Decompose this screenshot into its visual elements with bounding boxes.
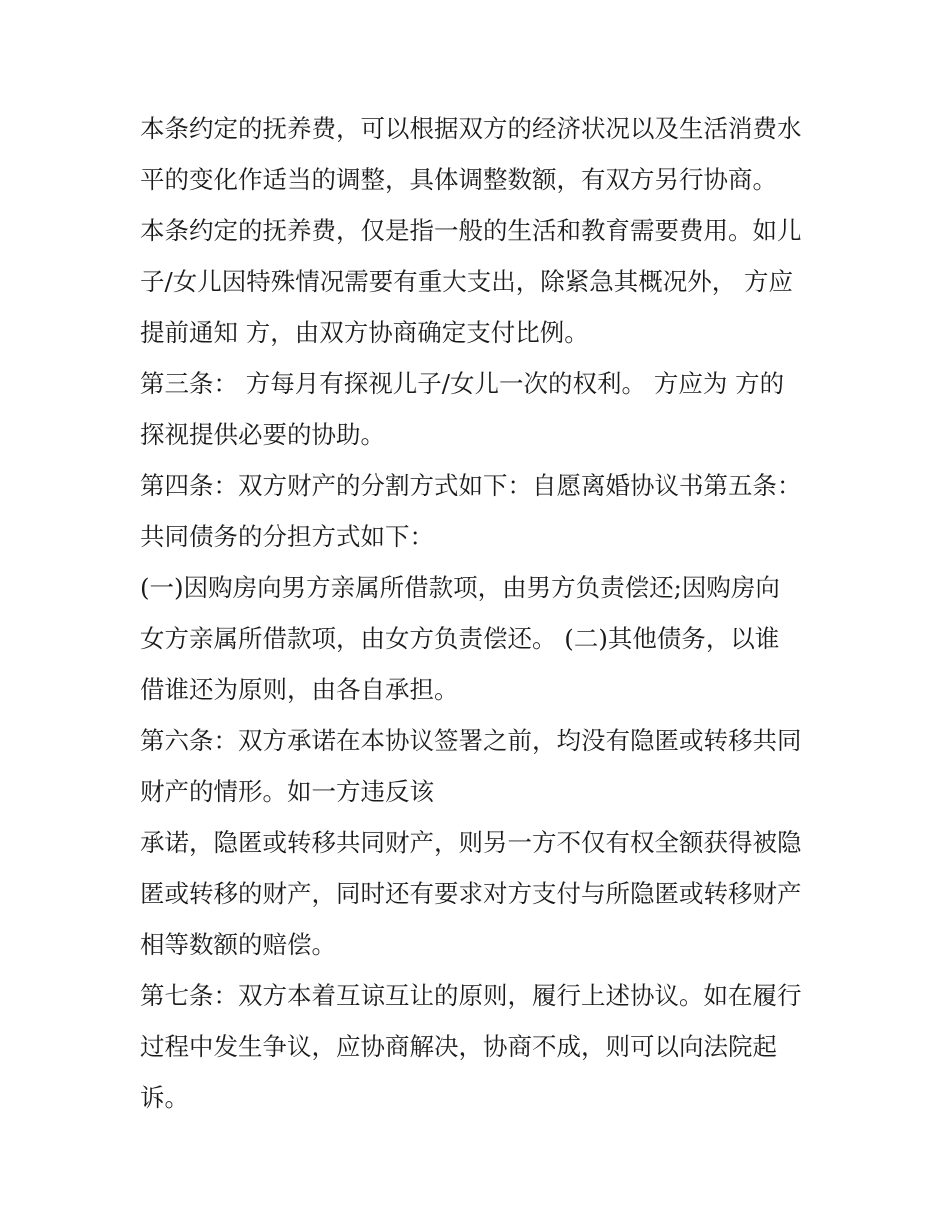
text-line-17: 相等数额的赔偿。 — [140, 930, 336, 959]
text-line-2: 平的变化作适当的调整，具体调整数额，有双方另行协商。 — [140, 165, 777, 194]
text-line-12: 借谁还为原则，由各自承担。 — [140, 675, 459, 704]
text-line-3: 本条约定的抚养费，仅是指一般的生活和教育需要费用。如儿 — [140, 216, 802, 245]
text-line-1: 本条约定的抚养费，可以根据双方的经济状况以及生活消费水 — [140, 114, 802, 143]
text-line-16: 匿或转移的财产，同时还有要求对方支付与所隐匿或转移财产 — [140, 879, 802, 908]
text-line-11: 女方亲属所借款项，由女方负责偿还。 (二)其他债务，以谁 — [140, 624, 780, 653]
text-line-13: 第六条：双方承诺在本协议签署之前，均没有隐匿或转移共同 — [140, 726, 802, 755]
text-line-9: 共同债务的分担方式如下： — [140, 522, 434, 551]
text-line-7: 探视提供必要的协助。 — [140, 420, 385, 449]
text-line-5: 提前通知 方，由双方协商确定支付比例。 — [140, 318, 589, 347]
text-line-20: 诉。 — [140, 1083, 189, 1112]
text-line-4: 子/女儿因特殊情况需要有重大支出，除紧急其概况外， 方应 — [140, 267, 794, 296]
document-body — [140, 103, 820, 1123]
text-line-15: 承诺，隐匿或转移共同财产，则另一方不仅有权全额获得被隐 — [140, 828, 802, 857]
text-line-6: 第三条： 方每月有探视儿子/女儿一次的权利。 方应为 方的 — [140, 369, 785, 398]
text-line-10: (一)因购房向男方亲属所借款项，由男方负责偿还;因购房向 — [140, 573, 780, 602]
text-line-18: 第七条：双方本着互谅互让的原则，履行上述协议。如在履行 — [140, 981, 802, 1010]
text-line-19: 过程中发生争议，应协商解决，协商不成，则可以向法院起 — [140, 1032, 777, 1061]
text-line-8: 第四条：双方财产的分割方式如下：自愿离婚协议书第五条： — [140, 471, 802, 500]
text-line-14: 财产的情形。如一方违反该 — [140, 777, 434, 806]
